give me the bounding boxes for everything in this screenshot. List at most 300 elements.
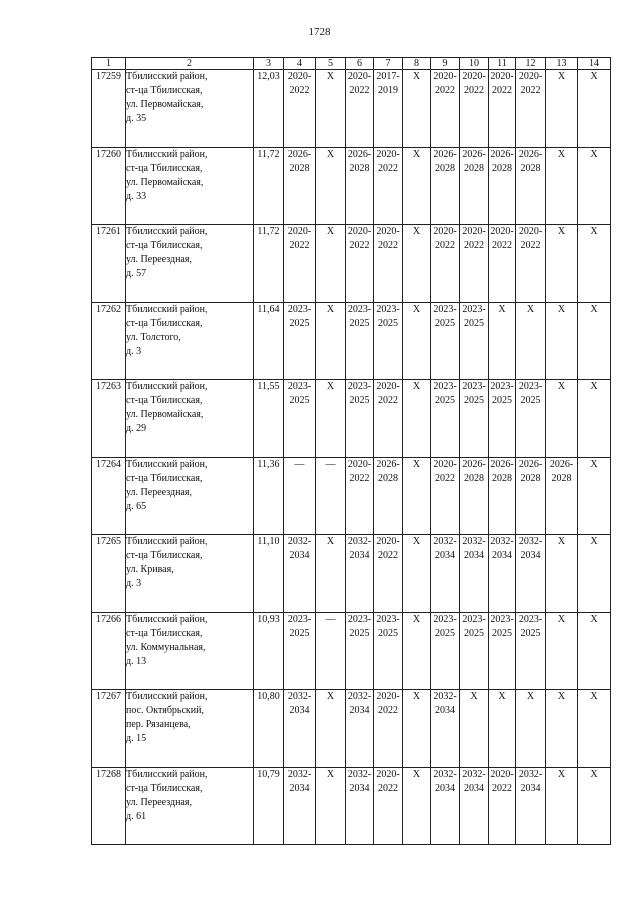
period-cell-6 — [346, 147, 374, 225]
column-header-9: 9 — [431, 58, 460, 70]
period-line: Х — [557, 148, 566, 160]
period-cell-8 — [403, 225, 431, 303]
row-number: 17263 — [92, 380, 126, 458]
row-number: 17266 — [92, 612, 126, 690]
address-line: ул. Первомайская, — [126, 409, 204, 420]
period-cell-9 — [431, 457, 460, 535]
period-line: 2020- — [376, 691, 400, 702]
period-line: Х — [412, 536, 421, 547]
period-line: 2022 — [492, 85, 512, 96]
period-line: 2025 — [464, 395, 484, 406]
period-line: 2022 — [378, 240, 398, 251]
address-line: д. 3 — [126, 578, 142, 589]
period-cell-10 — [460, 147, 489, 225]
period-line: 2026- — [518, 458, 543, 470]
table-row — [92, 225, 611, 303]
period-line: 2025 — [435, 627, 455, 639]
period-line: 2028 — [349, 162, 370, 174]
period-line: 2020- — [518, 226, 543, 237]
period-cell-8 — [403, 302, 431, 380]
period-cell-9 — [431, 612, 460, 690]
period-cell-7 — [374, 302, 403, 380]
period-line: Х — [326, 381, 335, 392]
period-cell-10 — [460, 535, 489, 613]
period-line: 2025 — [464, 317, 484, 329]
period-cell-7 — [374, 612, 403, 690]
period-cell-9 — [431, 535, 460, 613]
period-line: 2025 — [492, 395, 512, 406]
period-line: 2022 — [289, 240, 310, 251]
period-cell-12 — [516, 70, 546, 148]
period-cell-14 — [578, 225, 611, 303]
period-line: 2023- — [518, 613, 543, 625]
row-number: 17262 — [92, 302, 126, 380]
period-line: 2025 — [378, 317, 398, 329]
period-cell-5 — [316, 225, 346, 303]
period-line: Х — [326, 768, 335, 780]
address-line: д. 13 — [126, 655, 147, 667]
period-line: 2020- — [433, 226, 457, 237]
period-cell-7 — [374, 457, 403, 535]
period-cell-11 — [489, 302, 516, 380]
period-line: 2020- — [287, 226, 312, 237]
column-header-1: 1 — [92, 58, 126, 70]
value-cell: 10,79 — [254, 767, 284, 845]
address-line: д. 29 — [126, 423, 147, 434]
table-row — [92, 70, 611, 148]
period-cell-7 — [374, 690, 403, 768]
period-cell-13 — [546, 612, 578, 690]
period-line: Х — [590, 613, 598, 625]
address-line: ст-ца Тбилисская, — [126, 240, 203, 251]
period-line: Х — [590, 536, 598, 547]
period-line: 2025 — [435, 317, 455, 329]
period-line: Х — [590, 303, 598, 315]
period-cell-5 — [316, 690, 346, 768]
period-cell-14 — [578, 380, 611, 458]
period-line: 2025 — [492, 627, 512, 639]
period-cell-10 — [460, 767, 489, 845]
period-line: 2023- — [518, 381, 543, 392]
table-row — [92, 767, 611, 845]
period-cell-7 — [374, 147, 403, 225]
value-cell: 12,03 — [254, 70, 284, 148]
period-cell-6 — [346, 302, 374, 380]
period-cell-12 — [516, 225, 546, 303]
period-line: Х — [526, 303, 535, 315]
period-line: 2020- — [376, 148, 400, 160]
column-header-4: 4 — [284, 58, 316, 70]
period-cell-11 — [489, 767, 516, 845]
address-line: Тбилисский район, — [126, 768, 208, 780]
period-cell-5 — [316, 767, 346, 845]
period-cell-4 — [284, 767, 316, 845]
period-line: 2026- — [462, 458, 486, 470]
register-table — [91, 57, 611, 845]
period-line: 2022 — [464, 240, 484, 251]
table-row — [92, 690, 611, 768]
value-cell: 10,93 — [254, 612, 284, 690]
period-line: 2022 — [520, 240, 541, 251]
period-line: 2020- — [287, 71, 312, 82]
address-line: д. 61 — [126, 810, 147, 822]
row-number: 17259 — [92, 70, 126, 148]
period-line: 2022 — [435, 472, 455, 484]
period-cell-12 — [516, 457, 546, 535]
period-cell-4 — [284, 535, 316, 613]
table-row — [92, 147, 611, 225]
period-line: 2032- — [287, 691, 312, 702]
period-line: Х — [557, 226, 566, 237]
period-cell-4 — [284, 302, 316, 380]
period-cell-8 — [403, 612, 431, 690]
value-cell: 11,64 — [254, 302, 284, 380]
period-line: 2028 — [464, 472, 484, 484]
period-line: 2023- — [287, 303, 312, 315]
period-cell-5 — [316, 457, 346, 535]
address-line: ст-ца Тбилисская, — [126, 550, 203, 561]
period-cell-13 — [546, 147, 578, 225]
period-line: 2028 — [378, 472, 398, 484]
period-cell-13 — [546, 767, 578, 845]
period-cell-6 — [346, 612, 374, 690]
period-cell-11 — [489, 535, 516, 613]
period-line: 2034 — [464, 782, 484, 794]
period-line: 2020- — [490, 768, 514, 780]
period-cell-9 — [431, 380, 460, 458]
period-line: 2026- — [376, 458, 400, 470]
period-line: 2022 — [378, 782, 398, 794]
address-line: ст-ца Тбилисская, — [126, 317, 203, 329]
period-line: Х — [590, 226, 598, 237]
period-cell-6 — [346, 457, 374, 535]
period-line: Х — [498, 303, 506, 315]
period-cell-13 — [546, 535, 578, 613]
period-line: Х — [590, 768, 598, 780]
period-cell-9 — [431, 767, 460, 845]
period-line: 2022 — [378, 395, 398, 406]
period-cell-5 — [316, 380, 346, 458]
period-cell-14 — [578, 302, 611, 380]
period-line: 2023- — [462, 613, 486, 625]
period-cell-12 — [516, 302, 546, 380]
period-line: 2032- — [347, 691, 372, 702]
period-cell-4 — [284, 147, 316, 225]
period-cell-8 — [403, 380, 431, 458]
period-line: Х — [326, 303, 335, 315]
period-cell-13 — [546, 380, 578, 458]
period-line: 2032- — [433, 691, 457, 702]
address-line: Тбилисский район, — [126, 148, 208, 160]
period-line: 2034 — [289, 705, 310, 716]
period-line: 2022 — [349, 240, 370, 251]
period-line: 2023- — [462, 381, 486, 392]
address-line: ул. Первомайская, — [126, 176, 204, 188]
period-cell-13 — [546, 70, 578, 148]
period-line: Х — [526, 691, 535, 702]
period-cell-11 — [489, 457, 516, 535]
period-line: Х — [557, 381, 566, 392]
period-line: 2028 — [520, 162, 541, 174]
address-line: пос. Октябрьский, — [126, 705, 204, 716]
period-line: Х — [557, 536, 566, 547]
period-line: Х — [326, 536, 335, 547]
address-line: ул. Переездная, — [126, 254, 192, 265]
period-cell-4 — [284, 70, 316, 148]
row-number: 17265 — [92, 535, 126, 613]
period-line: 2034 — [349, 782, 370, 794]
period-line: 2023- — [347, 303, 372, 315]
period-cell-14 — [578, 690, 611, 768]
address-line: Тбилисский район, — [126, 691, 208, 702]
period-line: 2025 — [349, 627, 370, 639]
period-cell-14 — [578, 767, 611, 845]
period-cell-7 — [374, 70, 403, 148]
period-line: 2034 — [289, 782, 310, 794]
period-line: Х — [557, 768, 566, 780]
table-row — [92, 380, 611, 458]
period-line: 2025 — [378, 627, 398, 639]
period-cell-11 — [489, 147, 516, 225]
period-cell-13 — [546, 225, 578, 303]
period-line: Х — [590, 458, 598, 470]
period-line: 2025 — [349, 317, 370, 329]
value-cell: 11,72 — [254, 147, 284, 225]
period-line: 2028 — [492, 472, 512, 484]
period-cell-14 — [578, 147, 611, 225]
column-header-12: 12 — [516, 58, 546, 70]
period-line: 2022 — [289, 85, 310, 96]
period-cell-8 — [403, 535, 431, 613]
period-line: Х — [590, 148, 598, 160]
address-cell — [126, 767, 254, 845]
period-line: 2022 — [492, 782, 512, 794]
column-header-3: 3 — [254, 58, 284, 70]
period-line: 2026- — [287, 148, 312, 160]
period-cell-14 — [578, 612, 611, 690]
row-number: 17260 — [92, 147, 126, 225]
column-header-14: 14 — [578, 58, 611, 70]
address-line: д. 65 — [126, 500, 147, 512]
period-line: 2028 — [492, 162, 512, 174]
period-line: 2020- — [490, 71, 514, 82]
address-line: Тбилисский район, — [126, 381, 208, 392]
value-cell: 11,10 — [254, 535, 284, 613]
period-cell-12 — [516, 535, 546, 613]
address-line: д. 35 — [126, 113, 147, 124]
address-line: ул. Переездная, — [126, 486, 192, 498]
period-cell-11 — [489, 612, 516, 690]
period-cell-4 — [284, 457, 316, 535]
period-line: Х — [326, 71, 335, 82]
period-line: Х — [326, 226, 335, 237]
address-line: ст-ца Тбилисская, — [126, 782, 203, 794]
column-header-11: 11 — [489, 58, 516, 70]
value-cell: 10,80 — [254, 690, 284, 768]
period-line: 2023- — [376, 303, 400, 315]
period-line: 2022 — [492, 240, 512, 251]
address-line: ул. Коммунальная, — [126, 641, 206, 653]
period-line: Х — [412, 458, 421, 470]
address-line: ст-ца Тбилисская, — [126, 85, 203, 96]
period-line: 2023- — [376, 613, 400, 625]
period-line: 2034 — [520, 782, 541, 794]
period-cell-7 — [374, 225, 403, 303]
period-line: 2023- — [347, 613, 372, 625]
period-cell-12 — [516, 147, 546, 225]
period-cell-11 — [489, 380, 516, 458]
table-row — [92, 302, 611, 380]
period-line: 2019 — [378, 85, 398, 96]
period-line: 2025 — [289, 395, 310, 406]
period-line: Х — [557, 691, 566, 702]
period-line: Х — [557, 71, 566, 82]
period-line: 2020- — [462, 226, 486, 237]
period-line: Х — [326, 691, 335, 702]
period-line: 2020- — [347, 71, 372, 82]
period-line: 2026- — [347, 148, 372, 160]
address-cell — [126, 225, 254, 303]
address-line: д. 57 — [126, 268, 147, 279]
period-cell-10 — [460, 612, 489, 690]
period-line: 2023- — [433, 381, 457, 392]
period-line: 2028 — [520, 472, 541, 484]
period-line: 2026- — [490, 458, 514, 470]
period-cell-10 — [460, 457, 489, 535]
period-cell-10 — [460, 302, 489, 380]
period-line: 2022 — [435, 240, 455, 251]
period-cell-12 — [516, 690, 546, 768]
period-line: 2022 — [349, 472, 370, 484]
period-cell-14 — [578, 70, 611, 148]
period-line: 2032- — [347, 768, 372, 780]
address-line: ул. Переездная, — [126, 796, 192, 808]
period-line: 2026- — [549, 458, 574, 470]
period-line: 2034 — [520, 550, 541, 561]
period-line: 2034 — [464, 550, 484, 561]
address-line: Тбилисский район, — [126, 226, 208, 237]
period-cell-6 — [346, 225, 374, 303]
period-cell-6 — [346, 380, 374, 458]
column-header-2: 2 — [126, 58, 254, 70]
period-cell-4 — [284, 690, 316, 768]
period-line: 2034 — [435, 705, 455, 716]
period-line: 2025 — [349, 395, 370, 406]
period-line: 2034 — [349, 705, 370, 716]
period-cell-7 — [374, 767, 403, 845]
period-line: 2026- — [433, 148, 457, 160]
period-line: Х — [590, 381, 598, 392]
period-line: Х — [412, 768, 421, 780]
address-line: д. 3 — [126, 345, 142, 357]
column-header-8: 8 — [403, 58, 431, 70]
address-line: д. 15 — [126, 733, 147, 744]
value-cell: 11,55 — [254, 380, 284, 458]
period-cell-10 — [460, 70, 489, 148]
period-cell-6 — [346, 767, 374, 845]
period-line: Х — [412, 148, 421, 160]
period-line: 2025 — [464, 627, 484, 639]
address-line: пер. Рязанцева, — [126, 719, 191, 730]
period-line: 2023- — [490, 381, 514, 392]
period-cell-6 — [346, 535, 374, 613]
period-line: 2032- — [518, 536, 543, 547]
period-cell-9 — [431, 70, 460, 148]
address-line: ст-ца Тбилисская, — [126, 395, 203, 406]
value-cell: 11,72 — [254, 225, 284, 303]
period-cell-5 — [316, 147, 346, 225]
period-cell-13 — [546, 457, 578, 535]
page-number: 1728 — [308, 26, 331, 38]
period-line: 2022 — [378, 550, 398, 561]
period-line: 2023- — [462, 303, 486, 315]
column-header-6: 6 — [346, 58, 374, 70]
period-line: 2023- — [490, 613, 514, 625]
period-line: 2032- — [518, 768, 543, 780]
period-cell-11 — [489, 690, 516, 768]
period-line: 2020- — [376, 381, 400, 392]
period-line: 2032- — [287, 768, 312, 780]
period-line: Х — [412, 691, 421, 702]
table-body — [92, 70, 611, 845]
row-number: 17264 — [92, 457, 126, 535]
period-line: 2034 — [492, 550, 512, 561]
period-cell-8 — [403, 767, 431, 845]
period-line: 2034 — [349, 550, 370, 561]
address-line: ул. Толстого, — [126, 331, 181, 343]
table-row — [92, 535, 611, 613]
period-cell-8 — [403, 70, 431, 148]
period-line: 2020- — [433, 458, 457, 470]
period-line: 2022 — [378, 705, 398, 716]
period-line: Х — [470, 691, 478, 702]
period-cell-10 — [460, 690, 489, 768]
period-cell-12 — [516, 612, 546, 690]
period-line: 2034 — [289, 550, 310, 561]
period-cell-5 — [316, 612, 346, 690]
period-line: — — [294, 458, 305, 470]
table-row — [92, 457, 611, 535]
address-line: ул. Кривая, — [126, 564, 174, 575]
period-line: Х — [590, 71, 598, 82]
period-line: Х — [326, 148, 335, 160]
address-cell — [126, 535, 254, 613]
period-line: 2020- — [462, 71, 486, 82]
address-cell — [126, 457, 254, 535]
period-line: 2032- — [462, 536, 486, 547]
column-header-7: 7 — [374, 58, 403, 70]
period-cell-11 — [489, 70, 516, 148]
period-line: 2032- — [433, 536, 457, 547]
period-line: — — [325, 458, 336, 470]
period-line: 2032- — [347, 536, 372, 547]
period-line: 2022 — [464, 85, 484, 96]
address-line: ст-ца Тбилисская, — [126, 472, 203, 484]
period-cell-5 — [316, 70, 346, 148]
period-cell-4 — [284, 225, 316, 303]
address-line: ст-ца Тбилисская, — [126, 627, 203, 639]
address-cell — [126, 147, 254, 225]
period-line: 2026- — [462, 148, 486, 160]
period-cell-9 — [431, 690, 460, 768]
period-line: 2017- — [376, 71, 400, 82]
period-line: 2032- — [462, 768, 486, 780]
address-line: ул. Первомайская, — [126, 99, 204, 110]
address-line: ст-ца Тбилисская, — [126, 162, 203, 174]
period-line: 2020- — [376, 768, 400, 780]
column-header-13: 13 — [546, 58, 578, 70]
period-line: 2028 — [289, 162, 310, 174]
